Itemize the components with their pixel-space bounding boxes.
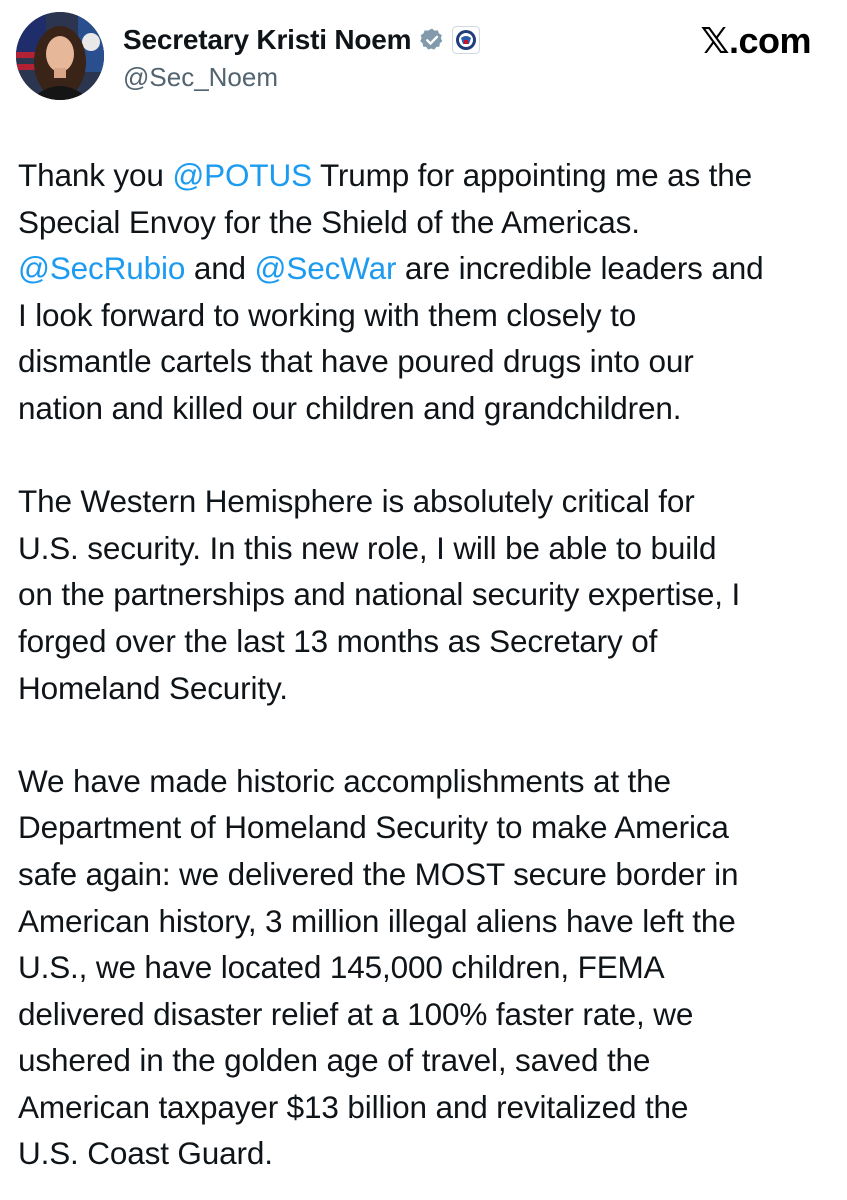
text-line: We have made historic accomplishments at the [18,762,671,799]
text-line: forged over the last 13 months as Secretary of [18,622,658,659]
text-span: are incredible leaders and [396,250,764,287]
text-line: nation and killed our children and grandchildren. [18,389,682,426]
avatar-photo [16,12,104,100]
text-line: The Western Hemisphere is absolutely critical for [18,483,695,520]
text-line: U.S. security. In this new role, I will be able to build [18,529,717,566]
paragraph-2 [18,478,833,711]
mention-potus[interactable]: @POTUS [172,157,312,193]
text-line: American taxpayer $13 billion and revitalized the [18,1088,689,1125]
author-display-name[interactable]: Secretary Kristi Noem [123,24,412,55]
paragraph-gap [18,711,833,758]
text-line: on the partnerships and national security expertise, I [18,576,741,613]
tweet-header [0,0,847,120]
text-line [18,152,833,199]
text-span: Trump for appointing me as the [311,157,753,193]
site-label: 𝕏.com [700,20,811,61]
dhs-seal-icon[interactable] [452,26,480,54]
text-line [18,245,833,292]
text-line: Special Envoy for the Shield of the Americas. [18,203,640,240]
mention-secwar[interactable]: @SecWar [254,250,397,287]
paragraph-3 [18,758,833,1177]
avatar[interactable] [16,12,104,100]
author-handle[interactable]: @Sec_Noem [123,62,279,92]
text-span: Thank you [18,157,173,193]
text-line: dismantle cartels that have poured drugs into our [18,343,694,380]
verified-badge-icon [419,27,445,53]
text-line: ushered in the golden age of travel, saved the [18,1042,651,1079]
paragraph-gap [18,432,833,479]
paragraph-1 [18,152,833,432]
text-line: delivered disaster relief at a 100% faster rate, we [18,995,694,1032]
text-line: Department of Homeland Security to make America [18,809,729,846]
text-span: and [185,250,255,287]
text-line: U.S., we have located 145,000 children, FEMA [18,949,665,986]
mention-secrubio[interactable]: @SecRubio [18,250,186,287]
tweet-text [18,152,833,1177]
text-line: safe again: we delivered the MOST secure border in [18,855,739,892]
author-name-row [123,22,480,58]
text-line: American history, 3 million illegal aliens have left the [18,902,736,939]
text-line: U.S. Coast Guard. [18,1135,273,1172]
text-line: I look forward to working with them closely to [18,296,637,333]
text-line: Homeland Security. [18,669,288,706]
